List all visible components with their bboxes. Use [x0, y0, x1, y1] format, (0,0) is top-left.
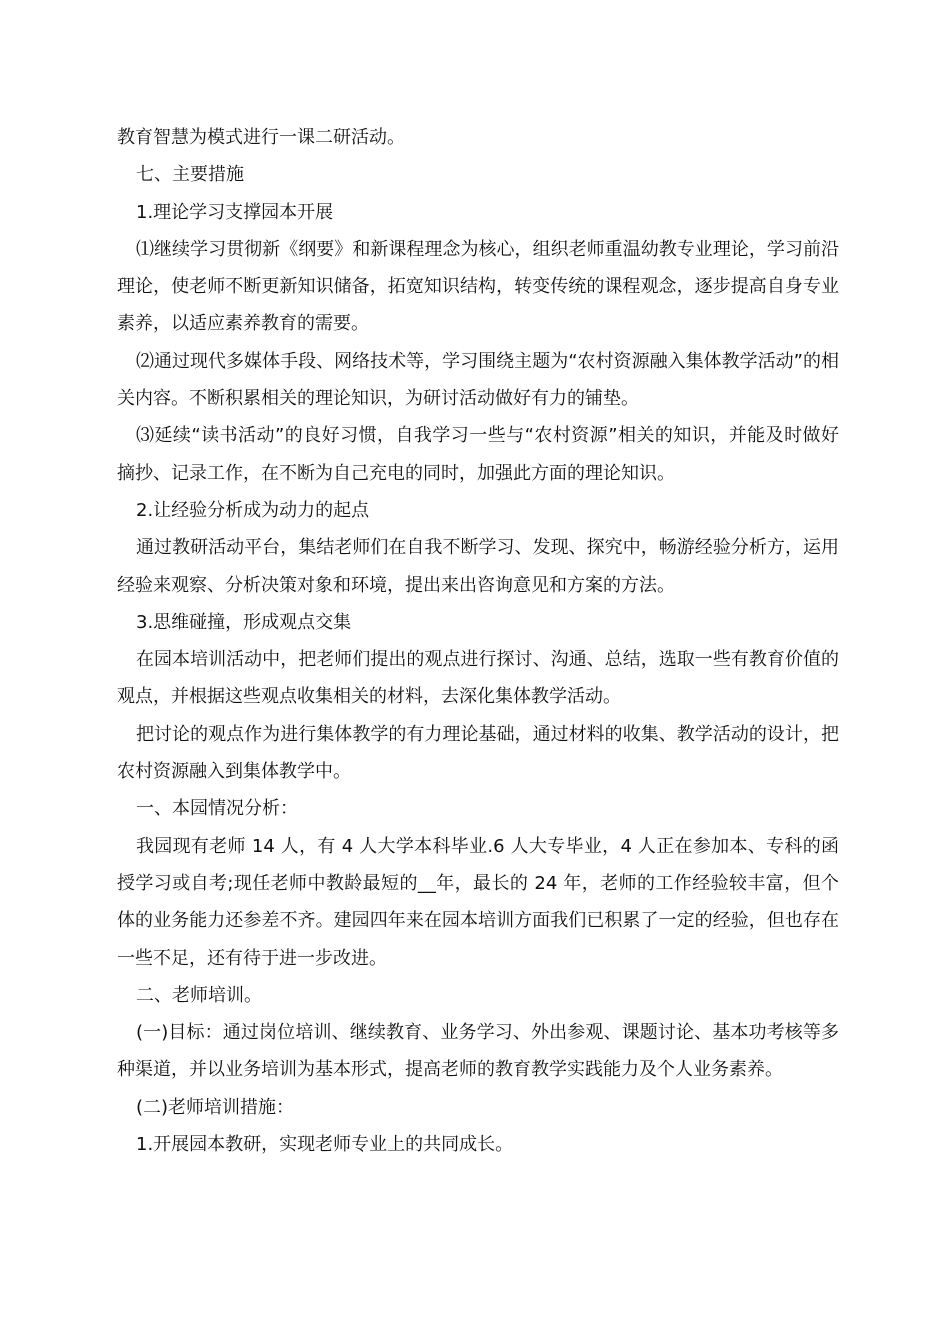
subheading-experience-analysis: 2.让经验分析成为动力的起点 — [136, 499, 370, 521]
paragraph-experience-analysis: 通过教研活动平台，集结老师们在自我不断学习、发现、探究中，畅游经验分析方，运用经验来观察、分析决策对象和环境，提出来出咨询意见和方案的方法。 — [117, 537, 839, 596]
heading-teacher-training: 二、老师培训。 — [136, 984, 262, 1006]
paragraph-item-1: ⑴继续学习贯彻新《纲要》和新课程理念为核心，组织老师重温幼教专业理论，学习前沿理论，使老师不断更新知识储备，拓宽知识结构，转变传统的课程观念，逐步提高自身专业素养，以适应素养教育的需要。 — [117, 238, 839, 335]
paragraph-training-goal: (一)目标：通过岗位培训、继续教育、业务学习、外出参观、课题讨论、基本功考核等多种渠道，并以业务培训为基本形式，提高老师的教育教学实践能力及个人业务素养。 — [117, 1022, 839, 1081]
paragraph-situation-analysis: 我园现有老师 14 人，有 4 人大学本科毕业.6 人大专毕业，4 人正在参加本、专科的函授学习或自考;现任老师中教龄最短的__年，最长的 24 年，老师的工作经验较丰富，但个体的业务能力还参差不齐。建园四年来在园本培训方面我们已积累了一定的经验，但也存在一些不足，还有待于进一步改进。 — [117, 835, 839, 969]
paragraph-discussion-basis: 把讨论的观点作为进行集体教学的有力理论基础，通过材料的收集、教学活动的设计，把农村资源融入到集体教学中。 — [117, 723, 839, 783]
document-body — [117, 119, 839, 1163]
subheading-training-measures: (二)老师培训措施： — [136, 1096, 295, 1118]
paragraph-item-2: ⑵通过现代多媒体手段、网络技术等，学习围绕主题为“农村资源融入集体教学活动”的相关内容。不断积累相关的理论知识，为研讨活动做好有力的铺垫。 — [117, 350, 839, 410]
heading-main-measures: 七、主要措施 — [136, 164, 244, 186]
paragraph-item-3: ⑶延续“读书活动”的良好习惯，自我学习一些与“农村资源”相关的知识，并能及时做好摘抄、记录工作，在不断为自己充电的同时，加强此方面的理论知识。 — [117, 425, 839, 484]
paragraph-thought-collision: 在园本培训活动中，把老师们提出的观点进行探讨、沟通、总结，选取一些有教育价值的观点，并根据这些观点收集相关的材料，去深化集体教学活动。 — [117, 649, 839, 708]
subheading-thought-collision: 3.思维碰撞，形成观点交集 — [136, 611, 352, 633]
subheading-theory-study: 1.理论学习支撑园本开展 — [136, 201, 334, 223]
paragraph-intro-continuation: 教育智慧为模式进行一课二研活动。 — [117, 127, 405, 148]
heading-situation-analysis: 一、本园情况分析： — [136, 798, 298, 820]
paragraph-training-measure-1: 1.开展园本教研，实现老师专业上的共同成长。 — [136, 1134, 514, 1156]
